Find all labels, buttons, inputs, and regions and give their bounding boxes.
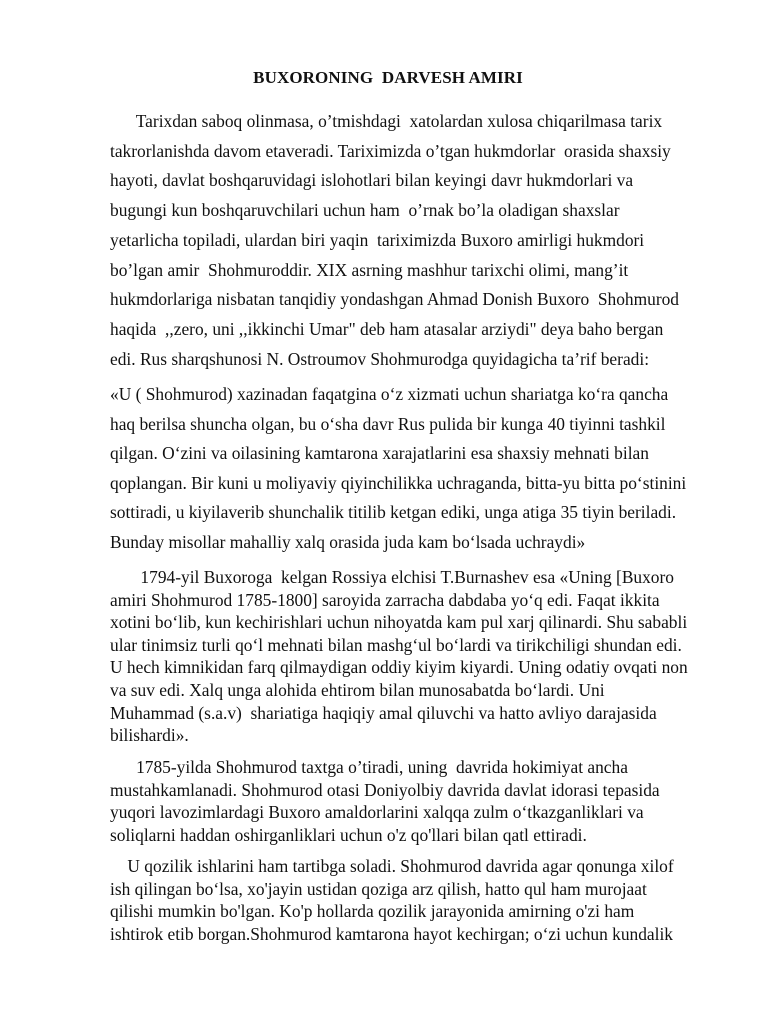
text-line: qilgan. O‘zini va oilasining kamtarona xarajatlarini esa shaxsiy mehnati bilan [110,443,649,464]
text-line: «U ( Shohmurod) xazinadan faqatgina o‘z xizmati uchun shariatga ko‘ra qancha [110,384,669,404]
text-line: 1794-yil Buxoroga kelgan Rossiya elchisi T.Burnashev esa «Uning [Buxoro [110,567,674,587]
paragraph-judiciary [110,855,730,946]
text-line: U hech kimnikidan farq qilmaydigan oddiy kiyim kiyardi. Uning odatiy ovqati non [110,657,688,678]
text-line: amiri Shohmurod 1785-1800] saroyida zarracha dabdaba yo‘q edi. Faqat ikkita [110,589,660,610]
text-line: qoplangan. Bir kuni u moliyaviy qiyinchilikka uchraganda, bitta-yu bitta po‘stinini [110,472,687,493]
text-line: bo’lgan amir Shohmuroddir. XIX asrning mashhur tarixchi olimi, mang’it [110,259,629,280]
text-line: hukmdorlariga nisbatan tanqidiy yondashgan Ahmad Donish Buxoro Shohmurod [110,289,679,310]
text-line: haq berilsa shuncha olgan, bu o‘sha davr Rus pulida bir kunga 40 tiyinni tashkil [110,413,666,434]
text-line: xotini bo‘lib, kun kechirishlari uchun nihoyatda kam pul xarj qilinardi. Shu sababli [110,612,688,633]
text-line: Tarixdan saboq olinmasa, o’tmishdagi xatolardan xulosa chiqarilmasa tarix [110,111,663,131]
text-line: bugungi kun boshqaruvchilari uchun ham o’rnak bo’la oladigan shaxslar [110,200,620,221]
text-line: mustahkamlanadi. Shohmurod otasi Doniyolbiy davrida davlat idorasi tepasida [110,779,660,800]
text-line: Bunday misollar mahalliy xalq orasida juda kam bo‘lsada uchraydi» [110,531,586,552]
text-line: ish qilingan bo‘lsa, xo'jayin ustidan qoziga arz qilish, hatto qul ham murojaat [110,878,647,899]
text-line: ishtirok etib borgan.Shohmurod kamtarona hayot kechirgan; o‘zi uchun kundalik [110,924,673,945]
text-line: yuqori lavozimlardagi Buxoro amaldorlarini xalqqa zulm o‘tkazganliklari va [110,802,644,823]
text-line: qilishi mumkin bo'lgan. Ko'p hollarda qozilik jarayonida amirning o'zi ham [110,901,635,922]
text-line: soliqlarni haddan oshirganliklari uchun o'z qo'llari bilan qatl ettiradi. [110,825,587,846]
text-line: va suv edi. Xalq unga alohida ehtirom bilan munosabatda bo‘lardi. Uni [110,679,605,700]
text-line: haqida ,,zero, uni ,,ikkinchi Umar" deb ham atasalar arziydi" deya baho bergan [110,318,664,339]
text-line: Muhammad (s.a.v) shariatiga haqiqiy amal qiluvchi va hatto avliyo darajasida [110,702,657,723]
text-line: U qozilik ishlarini ham tartibga soladi. Shohmurod davrida agar qonunga xilof [110,856,674,876]
text-line: bilishardi». [110,725,189,746]
text-line: edi. Rus sharqshunosi N. Ostroumov Shohmurodga quyidagicha ta’rif beradi: [110,348,650,369]
document-title: BUXORONING DARVESH AMIRI [253,68,523,87]
paragraph-burnashev [110,566,730,747]
text-line: takrorlanishda davom etaveradi. Tariximizda o’tgan hukmdorlar orasida shaxsiy [110,140,671,161]
paragraph-intro [110,107,730,374]
text-line: hayoti, davlat boshqaruvidagi islohotlari bilan keyingi davr hukmdorlari va [110,170,634,191]
paragraph-ostroumov-quote [110,380,730,558]
text-line: 1785-yilda Shohmurod taxtga o’tiradi, uning davrida hokimiyat ancha [110,757,628,777]
text-line: sottiradi, u kiyilaverib shunchalik titilib ketgan ediki, unga atiga 35 tiyin beriladi. [110,502,677,523]
paragraph-1785 [110,756,730,847]
text-line: yetarlicha topiladi, ulardan biri yaqin tariximizda Buxoro amirligi hukmdori [110,229,645,250]
text-line: ular tinimsiz turli qo‘l mehnati bilan mashg‘ul bo‘lardi va tirikchiligi shundan edi. [110,634,682,655]
